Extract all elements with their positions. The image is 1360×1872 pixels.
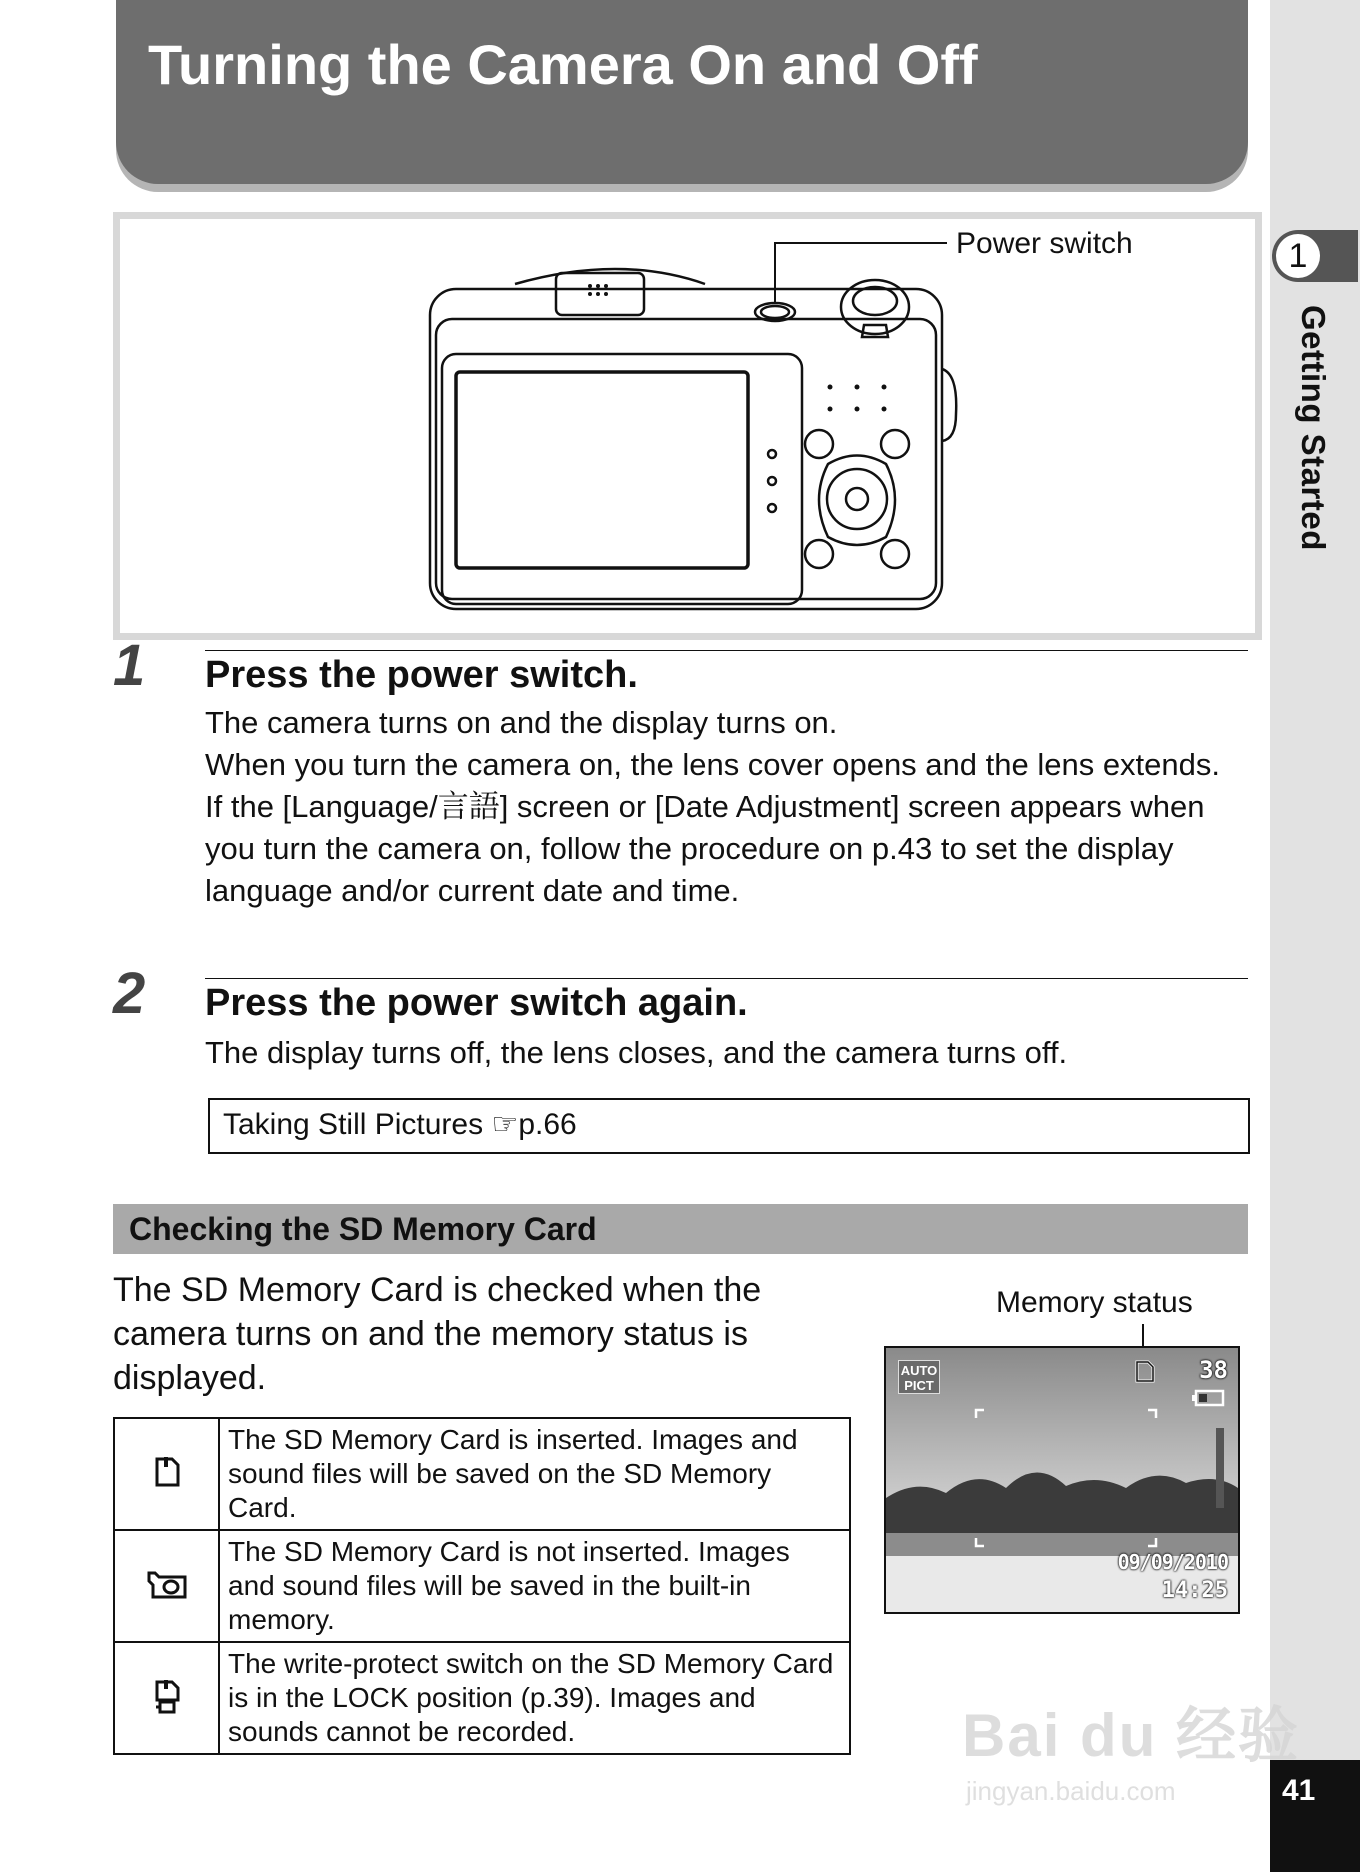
step-1-rule: [205, 650, 1248, 651]
baidu-watermark-url: jingyan.baidu.com: [966, 1776, 1176, 1806]
icon-cell: [114, 1418, 219, 1530]
sd-card-icon: [152, 1455, 182, 1489]
built-in-memory-icon: [145, 1567, 189, 1601]
sd-card-locked-icon: [152, 1678, 182, 1714]
icon-cell: [114, 1530, 219, 1642]
reference-box: [208, 1098, 1250, 1154]
status-description: The SD Memory Card is not inserted. Images and sound files will be saved in the built-in memory.: [219, 1530, 850, 1642]
date-display: 09/09/2010: [1117, 1550, 1228, 1574]
step-1-line: The camera turns on and the display turns on.: [205, 705, 838, 740]
page-number-box: [1270, 1760, 1360, 1872]
step-1-body: [205, 702, 1250, 912]
table-row: [114, 1418, 850, 1530]
step-2-title: Press the power switch again.: [205, 982, 748, 1024]
section-intro: The SD Memory Card is checked when the camera turns on and the memory status is displayed.: [113, 1271, 762, 1397]
lcd-preview: [884, 1346, 1240, 1614]
icon-cell: [114, 1642, 219, 1754]
status-description: The write-protect switch on the SD Memory Card is in the LOCK position (p.39). Images and sounds cannot be recorded.: [219, 1642, 850, 1754]
step-1-line: If the [Language/言語] screen or [Date Adjustment] screen appears when you turn the camera on, follow the procedure on p.43 to set the display language and/or current date and time.: [205, 789, 1205, 908]
time-display: 14:25: [1161, 1578, 1228, 1603]
step-1-line: When you turn the camera on, the lens cover opens and the lens extends.: [205, 747, 1221, 782]
step-1-title: Press the power switch.: [205, 654, 638, 696]
table-row: [114, 1530, 850, 1642]
chapter-tab: [1272, 230, 1358, 282]
mode-line-1: AUTO: [900, 1363, 938, 1378]
reference-link[interactable]: Taking Still Pictures ☞p.66: [223, 1108, 577, 1141]
page-number: 41: [1282, 1774, 1316, 1807]
camera-figure: [113, 212, 1262, 640]
chapter-number: 1: [1276, 234, 1320, 278]
memory-status-table: [113, 1417, 851, 1755]
section-title: Checking the SD Memory Card: [129, 1211, 597, 1247]
camera-back-illustration: [120, 219, 1255, 633]
step-2-number: 2: [113, 961, 146, 1026]
page-title: Turning the Camera On and Off: [148, 33, 978, 96]
section-header: [113, 1204, 1248, 1254]
focus-frame: [886, 1348, 1238, 1612]
page-title-bar: [116, 0, 1248, 184]
shots-remaining: 38: [1199, 1356, 1228, 1384]
chapter-title: Getting Started: [1295, 305, 1332, 551]
mode-line-2: PICT: [904, 1378, 934, 1393]
memory-status-callout: Memory status: [996, 1286, 1193, 1319]
baidu-watermark: Bai du 经验: [962, 1702, 1301, 1769]
status-description: The SD Memory Card is inserted. Images and sound files will be saved on the SD Memory Card.: [219, 1418, 850, 1530]
step-2-rule: [205, 978, 1248, 979]
step-2-body: [205, 1032, 1250, 1074]
power-switch-callout: Power switch: [956, 227, 1133, 260]
step-1-number: 1: [113, 633, 146, 698]
step-2-line: The display turns off, the lens closes, and the camera turns off.: [205, 1035, 1068, 1070]
table-row: [114, 1642, 850, 1754]
